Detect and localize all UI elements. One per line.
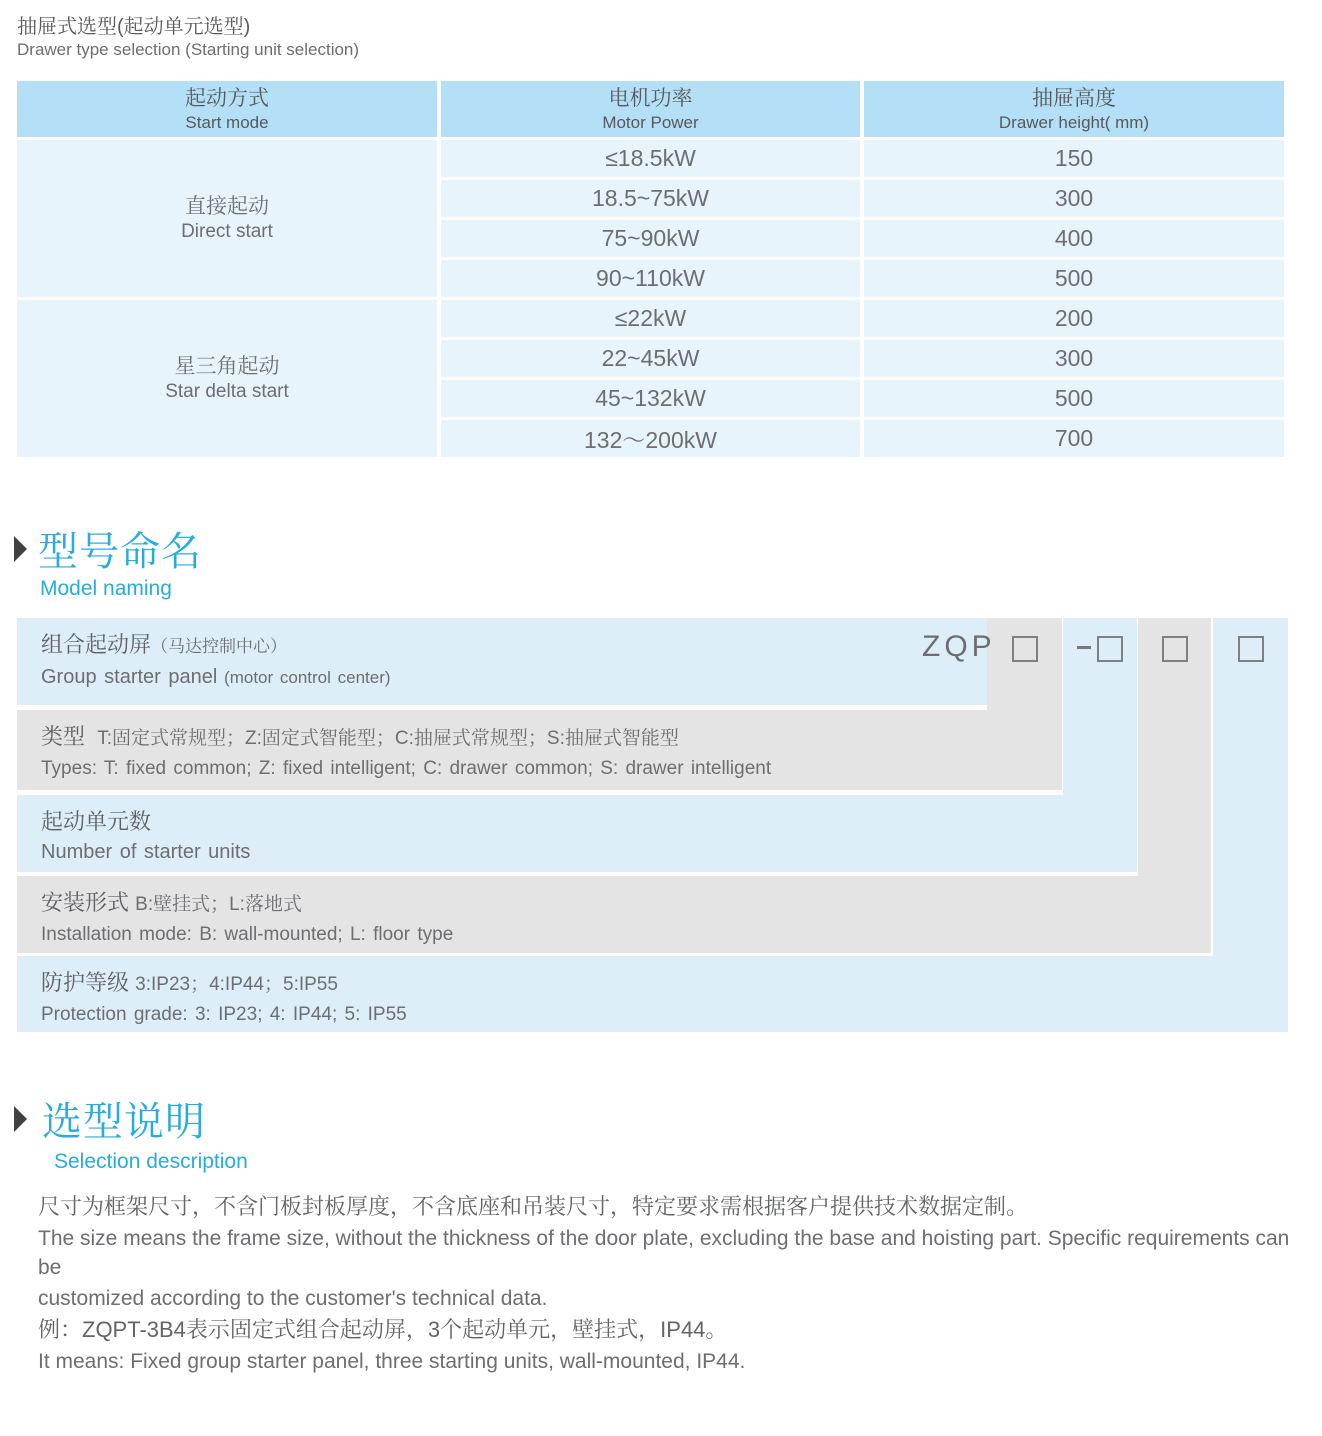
table-cell-height: 500 bbox=[864, 380, 1284, 417]
table-cell-power: 22~45kW bbox=[441, 340, 860, 377]
section-title-model-naming-en: Model naming bbox=[40, 577, 172, 600]
row3-cn: 起动单元数 bbox=[41, 809, 152, 834]
table-header-start-mode bbox=[17, 81, 437, 137]
row5-en: Protection grade: 3: IP23; 4: IP44; 5: IP55 bbox=[41, 1004, 407, 1025]
diagram-row-group-starter-panel bbox=[17, 618, 996, 705]
table-header-motor-power bbox=[441, 81, 860, 137]
header-en: Drawer height( mm) bbox=[998, 112, 1150, 132]
page-title-en: Drawer type selection (Starting unit selection) bbox=[17, 40, 360, 59]
header-cn: 起动方式 bbox=[185, 86, 269, 110]
row5-cn: 防护等级 bbox=[41, 970, 130, 995]
model-naming-diagram bbox=[17, 618, 1288, 1032]
diagram-row-starter-units bbox=[17, 795, 1136, 872]
row4-en: Installation mode: B: wall-mounted; L: floor type bbox=[41, 924, 454, 945]
model-code-box-1 bbox=[1012, 636, 1038, 662]
table-cell-mode-star-delta bbox=[17, 300, 437, 457]
table-cell-mode-direct-start bbox=[17, 140, 437, 297]
row2-cn-detail: T:固定式常规型；Z:固定式智能型；C:抽屉式常规型；S:抽屉式智能型 bbox=[97, 728, 679, 749]
table-cell-power: 18.5~75kW bbox=[441, 180, 860, 217]
mode-label-en: Star delta start bbox=[165, 381, 289, 402]
section-arrow-icon bbox=[14, 536, 27, 562]
row1-cn-note: （马达控制中心） bbox=[151, 637, 288, 656]
table-cell-power: 132～200kW bbox=[441, 420, 860, 457]
row2-en: Types: T: fixed common; Z: fixed intelligent; C: drawer common; S: drawer intelligent bbox=[41, 758, 772, 779]
code-dash bbox=[1077, 646, 1091, 649]
table-cell-power: ≤22kW bbox=[441, 300, 860, 337]
row3-en: Number of starter units bbox=[41, 841, 251, 863]
section-title-selection-description-cn: 选型说明 bbox=[42, 1100, 206, 1144]
row4-cn: 安装形式 bbox=[41, 890, 130, 915]
desc-line-4: 例：ZQPT-3B4表示固定式组合起动屏，3个起动单元，壁挂式，IP44。 bbox=[38, 1317, 728, 1342]
row1-en: Group starter panel bbox=[41, 666, 218, 688]
section-title-model-naming-cn: 型号命名 bbox=[38, 530, 202, 574]
desc-line-5: It means: Fixed group starter panel, three starting units, wall-mounted, IP44. bbox=[38, 1350, 746, 1373]
row4-cn-detail: B:壁挂式；L:落地式 bbox=[135, 894, 302, 915]
mode-label-cn: 直接起动 bbox=[185, 195, 269, 218]
table-cell-height: 150 bbox=[864, 140, 1284, 177]
row1-en-note: (motor control center) bbox=[217, 668, 391, 687]
desc-line-3: customized according to the customer's technical data. bbox=[38, 1287, 548, 1310]
header-en: Start mode bbox=[185, 112, 269, 132]
model-code-box-4 bbox=[1238, 636, 1264, 662]
diagram-row-installation-mode bbox=[17, 876, 1211, 953]
mode-label-en: Direct start bbox=[181, 221, 273, 242]
header-cn: 抽屉高度 bbox=[1032, 86, 1116, 110]
header-en: Motor Power bbox=[602, 112, 699, 132]
row5-cn-detail: 3:IP23；4:IP44；5:IP55 bbox=[135, 974, 338, 995]
table-cell-power: 45~132kW bbox=[441, 380, 860, 417]
page-title-cn: 抽屉式选型(起动单元选型) bbox=[17, 16, 251, 38]
diagram-row-types bbox=[17, 710, 1062, 790]
table-cell-height: 400 bbox=[864, 220, 1284, 257]
table-cell-power: 75~90kW bbox=[441, 220, 860, 257]
header-cn: 电机功率 bbox=[608, 86, 693, 110]
table-cell-power: 90~110kW bbox=[441, 260, 860, 297]
diagram-row-protection-grade bbox=[17, 956, 1288, 1032]
table-cell-power: ≤18.5kW bbox=[441, 140, 860, 177]
table-cell-height: 500 bbox=[864, 260, 1284, 297]
section-title-selection-description-en: Selection description bbox=[54, 1150, 248, 1173]
selection-description-text bbox=[38, 1192, 1298, 1378]
table-cell-height: 200 bbox=[864, 300, 1284, 337]
table-cell-height: 300 bbox=[864, 180, 1284, 217]
section-arrow-icon bbox=[14, 1106, 27, 1132]
model-code-prefix: ZQP bbox=[922, 630, 996, 663]
model-code-box-2 bbox=[1097, 636, 1123, 662]
desc-line-2: The size means the frame size, without the thickness of the door plate, excluding the base and hoisting part. Specific requirements can be bbox=[38, 1227, 1290, 1279]
mode-label-cn: 星三角起动 bbox=[174, 355, 280, 378]
row2-cn: 类型 bbox=[41, 724, 86, 749]
model-code-box-3 bbox=[1162, 636, 1188, 662]
desc-line-1: 尺寸为框架尺寸，不含门板封板厚度，不含底座和吊装尺寸，特定要求需根据客户提供技术数据定制。 bbox=[38, 1194, 1029, 1219]
drawer-selection-table bbox=[17, 81, 1284, 457]
table-cell-height: 700 bbox=[864, 420, 1284, 457]
table-cell-height: 300 bbox=[864, 340, 1284, 377]
row1-cn: 组合起动屏 bbox=[41, 632, 152, 657]
table-header-drawer-height bbox=[864, 81, 1284, 137]
